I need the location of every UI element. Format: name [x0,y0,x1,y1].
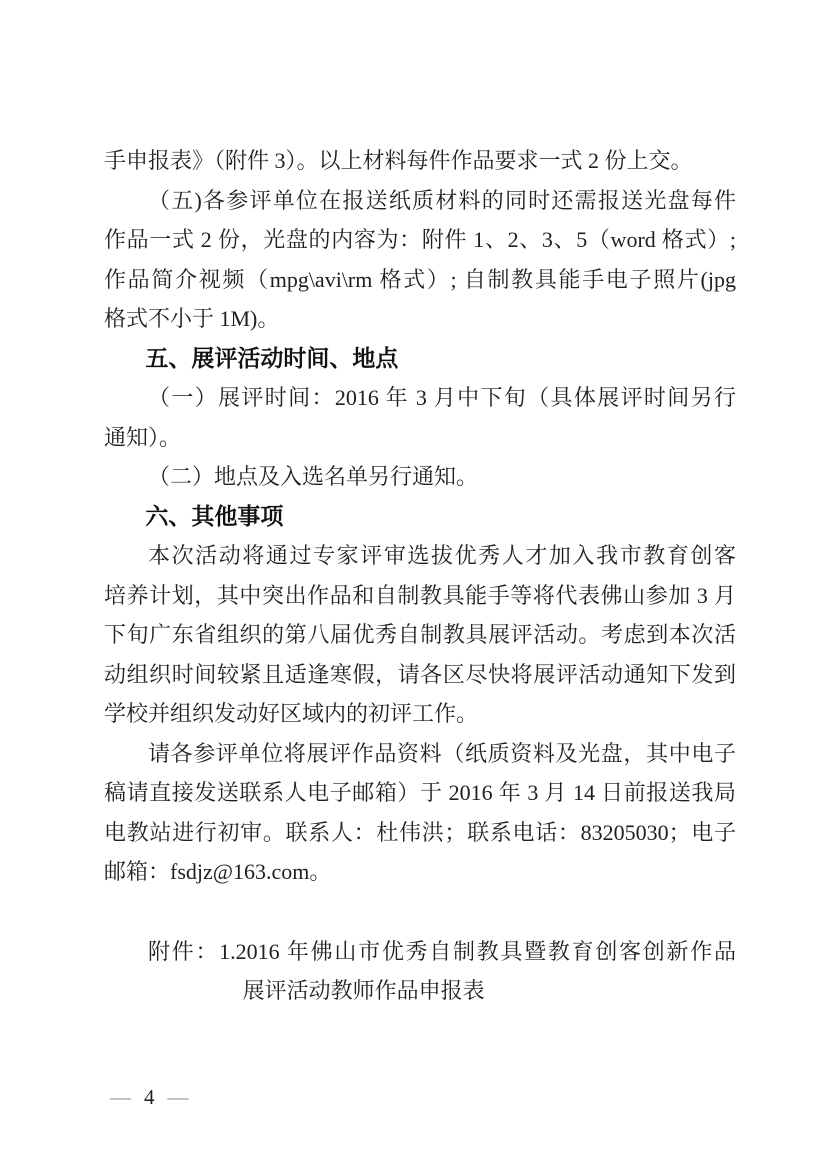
text-line: （二）地点及入选名单另行通知。 [148,464,479,489]
text-line: 学校并组织发动好区域内的初评工作。 [104,701,479,726]
text-line: 附件：1.2016 年佛山市优秀自制教具暨教育创客创新作品 [148,938,736,964]
text-line: 请各参评单位将展评作品资料（纸质资料及光盘，其中电子 [148,740,736,766]
section-heading: 五、展评活动时间、地点 [145,344,399,371]
document-body [104,141,736,1011]
text-line: 作品一式 2 份，光盘的内容为：附件 1、2、3、5（word 格式）; [104,227,736,252]
page-number: 4 [144,1085,155,1109]
text-line: 本次活动将通过专家评审选拔优秀人才加入我市教育创客 [148,543,736,568]
text-line: 手申报表》（附件 3）。以上材料每件作品要求一式 2 份上交。 [104,148,693,173]
footer-dash-right: — [167,1085,189,1109]
text-line: 展评活动教师作品申报表 [242,978,485,1003]
section-heading: 六、其他事项 [145,502,284,529]
footer-dash-left: — [110,1085,131,1109]
text-line: 动组织时间较紧且适逢寒假，请各区尽快将展评活动通知下发到 [104,661,736,687]
text-line: 电教站进行初审。联系人：杜伟洪；联系电话：83205030；电子 [104,819,736,845]
text-line: 下旬广东省组织的第八届优秀自制教具展评活动。考虑到本次活 [104,622,736,647]
text-line: 邮箱：fsdjz@163.com。 [104,859,332,884]
page-footer [110,1083,189,1111]
text-line: 作品简介视频（mpg\avi\rm 格式）; 自制教具能手电子照片(jpg [104,266,736,292]
text-line: 稿请直接发送联系人电子邮箱）于 2016 年 3 月 14 日前报送我局 [104,780,736,805]
text-line: 通知）。 [104,424,182,450]
text-line: （一）展评时间：2016 年 3 月中下旬（具体展评时间另行 [148,385,736,410]
text-line: 格式不小于 1M)。 [104,306,280,331]
text-line: （五)各参评单位在报送纸质材料的同时还需报送光盘每件 [148,187,736,213]
text-line: 培养计划，其中突出作品和自制教具能手等将代表佛山参加 3 月 [104,582,736,608]
